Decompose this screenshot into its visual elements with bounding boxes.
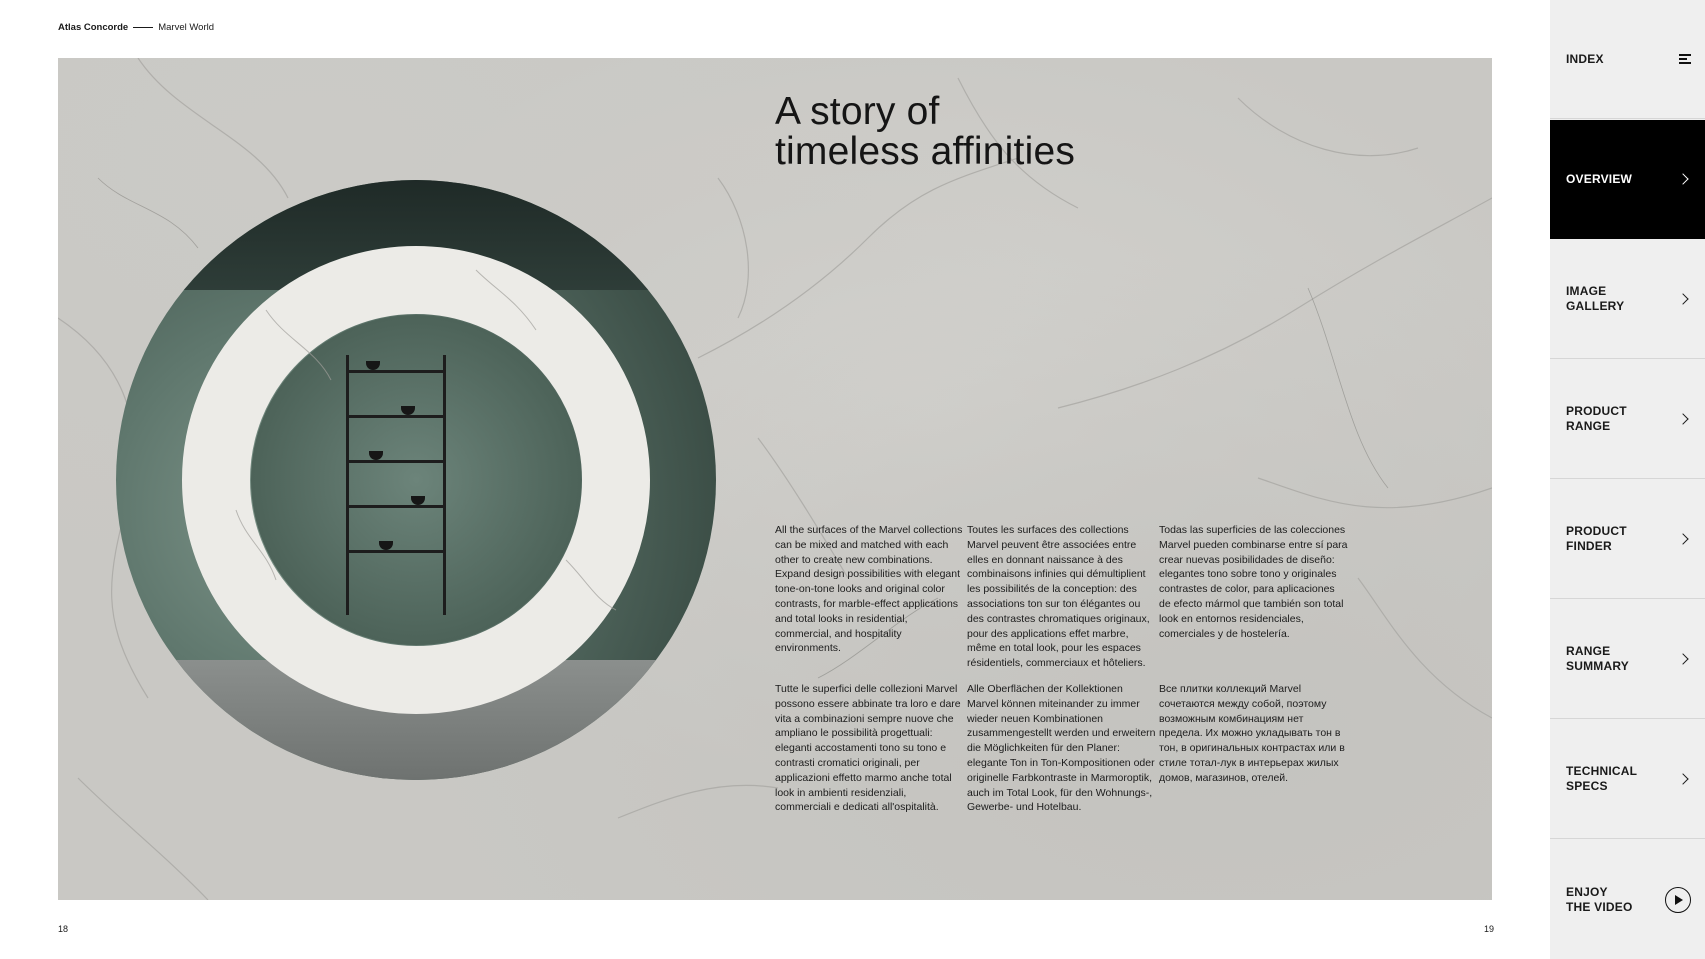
sidebar-nav [1550,0,1705,959]
chevron-right-icon [1679,655,1691,663]
sidebar-item-technical-specs[interactable] [1550,720,1705,839]
paragraph-italian: Tutte le superfici delle collezioni Marvel possono essere abbinate tra loro e dare vita a combinazioni sempre nuove che ampliano le possibilità progettuali: eleganti accostamenti tono su tono e contrasti cromatici originali, per applicazioni effetto marmo anche total look in ambienti residenziali, commerciali e dedicati all'ospitalità. [775,683,961,814]
page-title [775,92,1075,172]
menu-icon [1679,54,1691,64]
chevron-right-icon [1679,415,1691,423]
breadcrumb-divider [133,27,153,28]
page-number-right: 19 [1484,924,1495,934]
sidebar-item-enjoy-the-video[interactable] [1550,840,1705,959]
collection-name: Marvel World [158,22,214,33]
sidebar-item-label: OVERVIEW [1566,171,1633,186]
sidebar-item-label: INDEX [1566,51,1604,66]
title-line-1: A story of [775,90,940,133]
chevron-right-icon [1679,535,1691,543]
interior-photo [116,180,716,780]
paragraph-spanish: Todas las superficies de las colecciones Marvel pueden combinarse entre sí para crear nuevas posibilidades de diseño: elegantes tono sobre tono y originales contrastes de color, para aplicaciones de efecto mármol que también son total look en entornos residenciales, comerciales y de hostelería. [1159,524,1348,640]
chevron-right-icon [1679,175,1691,183]
sidebar-item-product-finder[interactable] [1550,480,1705,599]
breadcrumb [58,22,214,33]
title-line-2: timeless affinities [775,130,1076,173]
paragraph-french: Toutes les surfaces des collections Marvel peuvent être associées entre elles en donnant naissance à des combinaisons infinies qui démultiplient les possibilités de la conception: des associations ton sur ton élégantes ou des contrastes chromatiques originaux, pour des applications effet marbre, même en total look, pour les espaces résidentiels, commerciaux et hôteliers. [967,524,1150,670]
paragraph-russian: Все плитки коллекций Marvel сочетаются между собой, поэтому возможным комбинациям нет предела. Их можно укладывать тон в тон, в оригинальных контрастах или в стиле тотал-лук в интерьерах жилых домов, магазинов, отелей. [1159,683,1345,784]
page-number-left: 18 [58,924,69,934]
ring-veins-decoration [116,180,716,780]
sidebar-item-product-range[interactable] [1550,360,1705,479]
sidebar-item-range-summary[interactable] [1550,600,1705,719]
brand-name: Atlas Concorde [58,22,129,33]
chevron-right-icon [1679,775,1691,783]
sidebar-item-label: TECHNICAL SPECS [1566,764,1638,793]
sidebar-item-label: RANGE SUMMARY [1566,644,1629,673]
sidebar-item-label: ENJOY THE VIDEO [1566,884,1633,914]
sidebar-item-index[interactable] [1550,0,1705,119]
play-icon[interactable] [1665,887,1691,913]
chevron-right-icon [1679,295,1691,303]
paragraph-german: Alle Oberflächen der Kollektionen Marvel können miteinander zu immer wieder neuen Kombinationen zusammengestellt werden und erweitern die Möglichkeiten für den Planer: elegante Ton in Ton-Kompositionen oder originelle Farbkontraste in Marmoroptik, auch im Total Look, für den Wohnungs-, Gewerbe- und Hotelbau. [967,683,1156,814]
paragraph-english: All the surfaces of the Marvel collections can be mixed and matched with each other to create new combinations. Expand design possibilities with elegant tone-on-tone looks and original color contrasts, for marble-effect applications and total looks in residential, commercial, and hospitality environments. [775,524,963,655]
sidebar-item-image-gallery[interactable] [1550,240,1705,359]
sidebar-item-overview[interactable] [1550,120,1705,239]
sidebar-item-label: PRODUCT FINDER [1566,524,1627,553]
sidebar-item-label: IMAGE GALLERY [1566,284,1625,313]
sidebar-item-label: PRODUCT RANGE [1566,404,1627,433]
